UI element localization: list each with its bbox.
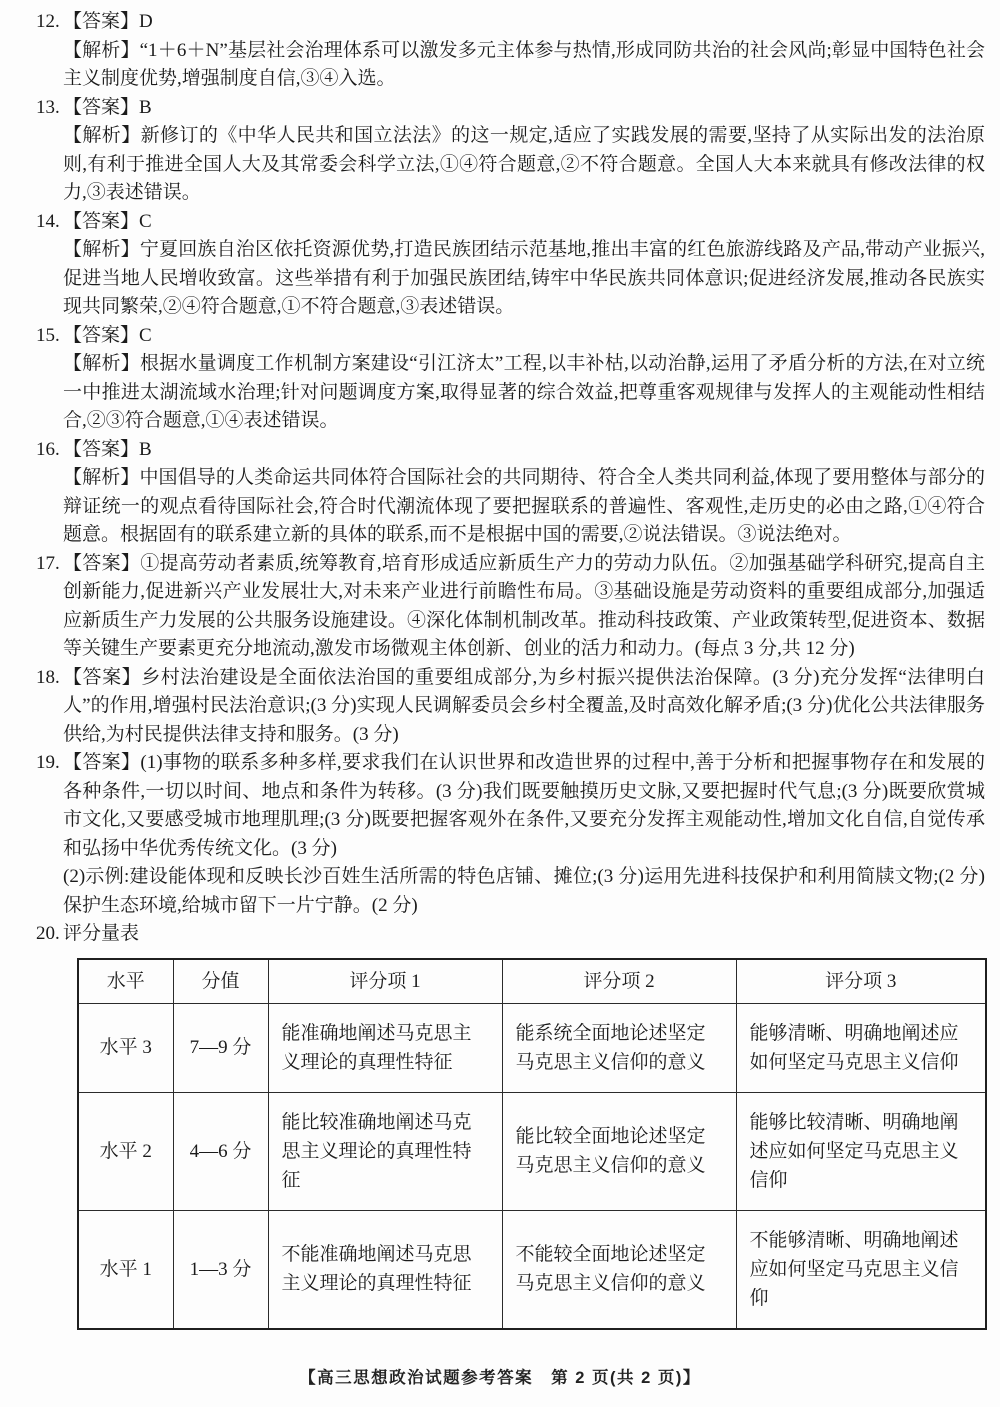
answer-value: D bbox=[139, 11, 153, 32]
answer-label: 【答案】 bbox=[63, 552, 141, 574]
item-12 bbox=[36, 8, 985, 94]
cell-score: 7—9 分 bbox=[173, 1003, 268, 1092]
rubric-row-level1 bbox=[78, 1210, 986, 1329]
answer-label: 【答案】 bbox=[63, 666, 142, 688]
analysis-text: 中国倡导的人类命运共同体符合国际社会的共同期待、符合全人类共同利益,体现了要用整体与部分的辩证统一的观点看待国际社会,符合时代潮流体现了要把握联系的普遍性、客观性,走历史的必由之路,①④符合题意。根据固有的联系建立新的具体的联系,而不是根据中国的需要,②说法错误。③说法绝对。 bbox=[63, 467, 985, 545]
item-15-body bbox=[63, 322, 985, 436]
answer-label: 【答案】 bbox=[63, 96, 140, 118]
item-13-number: 13. bbox=[36, 96, 60, 118]
item-16-body bbox=[63, 436, 985, 550]
item-13-analysis bbox=[63, 122, 985, 208]
item-18-body bbox=[63, 664, 985, 750]
page-footer: 【高三思想政治试题参考答案 第 2 页(共 2 页)】 bbox=[299, 1369, 701, 1387]
answer-label: 【答案】 bbox=[63, 11, 140, 32]
analysis-label: 【解析】 bbox=[63, 353, 140, 374]
rubric-header-item1: 评分项 1 bbox=[268, 959, 502, 1004]
cell-item2: 能比较全面地论述坚定马克思主义信仰的意义 bbox=[502, 1092, 736, 1210]
item-13-answer-line bbox=[63, 94, 985, 123]
item-16-answer-line bbox=[63, 436, 985, 465]
rubric-table bbox=[77, 958, 987, 1330]
analysis-text: 宁夏回族自治区依托资源优势,打造民族团结示范基地,推出丰富的红色旅游线路及产品,带动产业振兴,促进当地人民增收致富。这些举措有利于加强民族团结,铸牢中华民族共同体意识;促进经济发展,推动各民族实现共同繁荣,②④符合题意,①不符合题意,③表述错误。 bbox=[63, 239, 985, 317]
item-13 bbox=[36, 94, 985, 208]
item-20-number: 20. bbox=[36, 923, 60, 944]
item-17 bbox=[36, 550, 985, 664]
cell-item1: 不能准确地阐述马克思主义理论的真理性特征 bbox=[268, 1210, 502, 1329]
answer-text: ①提高劳动者素质,统筹教育,培育形成适应新质生产力的劳动力队伍。②加强基础学科研究,提高自主创新能力,促进新兴产业发展壮大,对未来产业进行前瞻性布局。③基础设施是劳动资料的重要组成部分,加强适应新质生产力发展的公共服务设施建设。④深化体制机制改革。推动科技政策、产业政策转型,促进资本、数据等关键生产要素更充分地流动,激发市场微观主体创新、创业的活力和动力。(每点 3 分,共 12 分) bbox=[63, 552, 985, 659]
rubric-row-level3 bbox=[78, 1003, 986, 1092]
item-15-number: 15. bbox=[36, 324, 60, 346]
item-17-body bbox=[63, 550, 985, 664]
answer-text-part1: (1)事物的联系多种多样,要求我们在认识世界和改造世界的过程中,善于分析和把握事物存在和发展的各种条件,一切以时间、地点和条件为转移。(3 分)我们既要触摸历史文脉,又要把握时代气息;(3 分)既要欣赏城市文化,又要感受城市地理肌理;(3 分)既要把握客观外在条件,又要充分发挥主观能动性,增加文化自信,自觉传承和弘扬中华优秀传统文化。(3 分) bbox=[63, 752, 985, 859]
item-19-answer-part2 bbox=[63, 863, 985, 920]
cell-item3: 能够比较清晰、明确地阐述应如何坚定马克思主义信仰 bbox=[736, 1092, 986, 1210]
analysis-text: 根据水量调度工作机制方案建设“引江济太”工程,以丰补枯,以动治静,运用了矛盾分析的方法,在对立统一中推进太湖流域水治理;针对问题调度方案,取得显著的综合效益,把尊重客观规律与发挥人的主观能动性相结合,②③符合题意,①④表述错误。 bbox=[63, 353, 985, 431]
answer-label: 【答案】 bbox=[63, 438, 140, 460]
item-12-answer-line bbox=[63, 8, 985, 37]
answer-label: 【答案】 bbox=[63, 210, 140, 232]
item-17-number: 17. bbox=[36, 552, 60, 574]
cell-level: 水平 1 bbox=[78, 1210, 173, 1329]
item-19-body bbox=[63, 749, 985, 920]
cell-item1: 能比较准确地阐述马克思主义理论的真理性特征 bbox=[268, 1092, 502, 1210]
item-12-analysis bbox=[63, 37, 985, 94]
item-13-body bbox=[63, 94, 985, 208]
cell-item3: 能够清晰、明确地阐述应如何坚定马克思主义信仰 bbox=[736, 1003, 986, 1092]
item-14-answer-line bbox=[63, 208, 985, 237]
item-16 bbox=[36, 436, 985, 550]
item-12-body bbox=[63, 8, 985, 94]
item-16-analysis bbox=[63, 464, 985, 550]
item-19 bbox=[36, 749, 985, 920]
cell-item1: 能准确地阐述马克思主义理论的真理性特征 bbox=[268, 1003, 502, 1092]
item-19-answer-part1 bbox=[63, 749, 985, 863]
rubric-header-score: 分值 bbox=[173, 959, 268, 1004]
item-20-title: 评分量表 bbox=[63, 923, 140, 944]
rubric-header-level: 水平 bbox=[78, 959, 173, 1004]
cell-score: 1—3 分 bbox=[173, 1210, 268, 1329]
cell-item2: 不能较全面地论述坚定马克思主义信仰的意义 bbox=[502, 1210, 736, 1329]
item-18-number: 18. bbox=[36, 666, 60, 688]
answer-text-part2: (2)示例:建设能体现和反映长沙百姓生活所需的特色店铺、摊位;(3 分)运用先进科技保护和利用简牍文物;(2 分)保护生态环境,给城市留下一片宁静。(2 分) bbox=[63, 866, 985, 916]
answer-label: 【答案】 bbox=[63, 752, 141, 773]
answer-text: 乡村法治建设是全面依法治国的重要组成部分,为乡村振兴提供法治保障。(3 分)充分发挥“法律明白人”的作用,增强村民法治意识;(3 分)实现人民调解委员会乡村全覆盖,及时高效化解矛盾;(3 分)优化公共法律服务供给,为村民提供法律支持和服务。(3 分) bbox=[63, 666, 985, 745]
item-20-body bbox=[63, 920, 985, 949]
item-15-answer-line bbox=[63, 322, 985, 351]
cell-item2: 能系统全面地论述坚定马克思主义信仰的意义 bbox=[502, 1003, 736, 1092]
item-15 bbox=[36, 322, 985, 436]
item-19-number: 19. bbox=[36, 752, 60, 773]
answer-value: B bbox=[139, 438, 152, 460]
answer-value: B bbox=[139, 96, 152, 118]
cell-level: 水平 2 bbox=[78, 1092, 173, 1210]
answers-list bbox=[36, 8, 985, 1330]
analysis-text: “1＋6＋N”基层社会治理体系可以激发多元主体参与热情,形成同防共治的社会风尚;彰显中国特色社会主义制度优势,增强制度自信,③④入选。 bbox=[63, 39, 985, 89]
item-12-number: 12. bbox=[36, 11, 60, 32]
cell-level: 水平 3 bbox=[78, 1003, 173, 1092]
item-14 bbox=[36, 208, 985, 322]
analysis-label: 【解析】 bbox=[63, 239, 140, 260]
item-18 bbox=[36, 664, 985, 750]
item-16-number: 16. bbox=[36, 438, 60, 460]
answer-value: C bbox=[139, 210, 152, 232]
rubric-row-level2 bbox=[78, 1092, 986, 1210]
item-17-answer bbox=[63, 550, 985, 664]
analysis-label: 【解析】 bbox=[63, 467, 140, 488]
cell-item3: 不能够清晰、明确地阐述应如何坚定马克思主义信仰 bbox=[736, 1210, 986, 1329]
analysis-text: 新修订的《中华人民共和国立法法》的这一规定,适应了实践发展的需要,坚持了从实际出发的法治原则,有利于推进全国人大及其常委会科学立法,①④符合题意,②不符合题意。全国人大本来就具有修改法律的权力,③表述错误。 bbox=[63, 125, 985, 203]
item-14-body bbox=[63, 208, 985, 322]
answer-label: 【答案】 bbox=[63, 324, 140, 346]
item-18-answer bbox=[63, 664, 985, 750]
rubric-header-item3: 评分项 3 bbox=[736, 959, 986, 1004]
analysis-label: 【解析】 bbox=[63, 125, 141, 146]
rubric-header-item2: 评分项 2 bbox=[502, 959, 736, 1004]
item-14-analysis bbox=[63, 236, 985, 322]
answer-value: C bbox=[139, 324, 152, 346]
item-14-number: 14. bbox=[36, 210, 60, 232]
item-15-analysis bbox=[63, 350, 985, 436]
rubric-header-row bbox=[78, 959, 986, 1004]
cell-score: 4—6 分 bbox=[173, 1092, 268, 1210]
analysis-label: 【解析】 bbox=[63, 39, 140, 61]
item-20 bbox=[36, 920, 985, 949]
